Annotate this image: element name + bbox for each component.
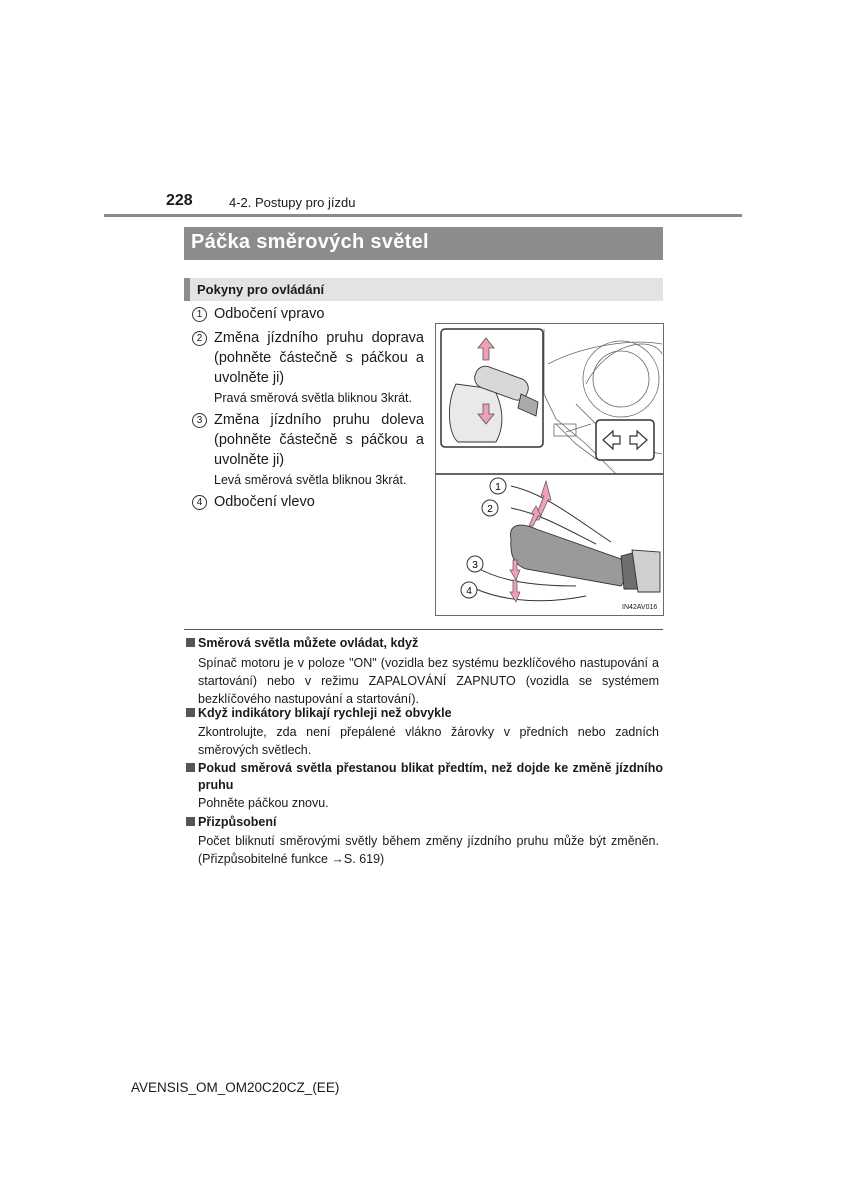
note-heading: Přizpůsobení (186, 814, 663, 831)
lever-illustration (435, 323, 664, 616)
note-body: Počet bliknutí směrovými světly během změny jízdního pruhu může být změněn. (Přizpůsobitelné funkce →S. 619) (198, 834, 659, 866)
note-heading: Směrová světla můžete ovládat, když (186, 635, 663, 652)
note-body: Spínač motoru je v poloze "ON" (vozidla bez systému bezklíčového nastupování a startování) nebo v režimu ZAPALOVÁNÍ ZAPNUTO (vozidla se systémem bezklíčového nastupování a startování). (198, 656, 659, 706)
section-reference: 4-2. Postupy pro jízdu (229, 195, 356, 210)
list-item (192, 304, 424, 324)
list-item (192, 492, 424, 512)
footer-code: AVENSIS_OM_OM20C20CZ_(EE) (131, 1080, 340, 1095)
item-text: Odbočení vpravo (214, 306, 325, 322)
item-text: Změna jízdního pruhu doleva (pohněte částečně s páčkou a uvolněte ji) (214, 412, 424, 468)
item-number: 1 (192, 307, 207, 322)
title-bar (184, 227, 663, 260)
list-item (192, 410, 424, 470)
item-note: Levá směrová světla bliknou 3krát. (214, 473, 407, 487)
list-item (192, 328, 424, 388)
note-body: Pohněte páčkou znovu. (198, 796, 329, 810)
callout-label: 1 (495, 482, 501, 493)
bullet-square-icon (186, 817, 195, 826)
bullet-square-icon (186, 708, 195, 717)
item-text: Změna jízdního pruhu doprava (pohněte částečně s páčkou a uvolněte ji) (214, 330, 424, 386)
bullet-square-icon (186, 763, 195, 772)
subtitle: Pokyny pro ovládání (197, 282, 325, 297)
item-note: Pravá směrová světla bliknou 3krát. (214, 391, 413, 405)
section-separator (184, 629, 663, 630)
subtitle-accent (184, 278, 190, 301)
page-number: 228 (166, 192, 193, 209)
header-rule (104, 214, 742, 217)
item-number: 4 (192, 495, 207, 510)
bullet-square-icon (186, 638, 195, 647)
item-text: Odbočení vlevo (214, 494, 315, 510)
figure-code: IN42AV016 (622, 604, 658, 611)
callout-label: 4 (466, 586, 472, 597)
callout-label: 2 (487, 504, 493, 515)
page-title: Páčka směrových světel (191, 231, 429, 253)
note-heading: Pokud směrová světla přestanou blikat předtím, než dojde ke změně jízdního pruhu (186, 760, 663, 794)
item-number: 3 (192, 413, 207, 428)
callout-label: 3 (472, 560, 478, 571)
note-body: Zkontrolujte, zda není přepálené vlákno žárovky v předních nebo zadních směrových světlech. (198, 725, 659, 757)
lever-drawing (436, 324, 663, 615)
item-number: 2 (192, 331, 207, 346)
subtitle-bar (184, 278, 663, 301)
note-heading: Když indikátory blikají rychleji než obvykle (186, 705, 663, 722)
